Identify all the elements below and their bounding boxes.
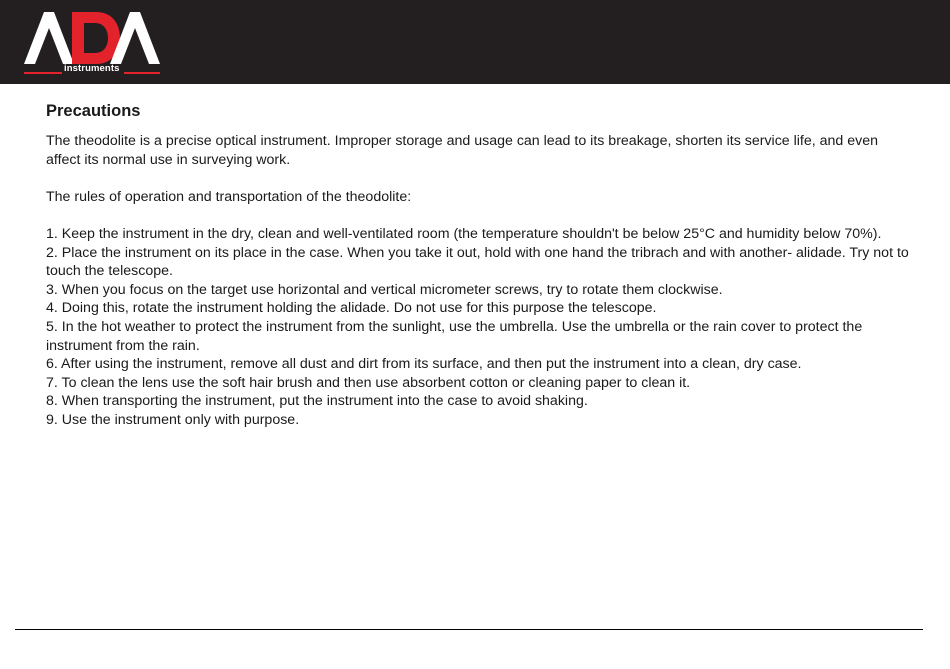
rules-list [46,225,916,430]
spacer [46,206,916,225]
list-item: 3. When you focus on the target use horizontal and vertical micrometer screws, try to rotate them clockwise. [46,281,723,298]
spacer [46,169,916,188]
logo-letter-d [72,12,120,64]
list-item: 5. In the hot weather to protect the instrument from the sunlight, use the umbrella. Use the umbrella or the rain cover to protect the instrument from the rain. [46,318,863,354]
section-title: Precautions [46,102,141,120]
list-item: 4. Doing this, rotate the instrument holding the alidade. Do not use for this purpose the telescope. [46,300,657,317]
footer-divider [15,629,923,630]
list-item: 2. Place the instrument on its place in the case. When you take it out, hold with one hand the tribrach and with another- alidade. Try not to touch the telescope. [46,244,909,280]
list-item: 9. Use the instrument only with purpose. [46,411,300,428]
list-item: 8. When transporting the instrument, put the instrument into the case to avoid shaking. [46,393,588,410]
list-item: 1. Keep the instrument in the dry, clean and well-ventilated room (the temperature shouldn't be below 25°C and humidity below 70%). [46,225,882,242]
logo-letter-a-left [24,12,74,64]
intro-paragraph: The theodolite is a precise optical instrument. Improper storage and usage can lead to its breakage, shorten its service life, and even affect its normal use in surveying work. [46,133,879,168]
precautions-section [46,101,916,430]
list-item: 6. After using the instrument, remove all dust and dirt from its surface, and then put the instrument into a clean, dry case. [46,356,802,373]
logo-subtitle: instruments [64,63,120,74]
logo-rule-left [24,72,62,74]
rules-heading: The rules of operation and transportation of the theodolite: [46,188,412,205]
list-item: 7. To clean the lens use the soft hair brush and then use absorbent cotton or cleaning paper to clean it. [46,374,691,391]
header-bar [0,0,950,84]
logo-rule-right [124,72,160,74]
